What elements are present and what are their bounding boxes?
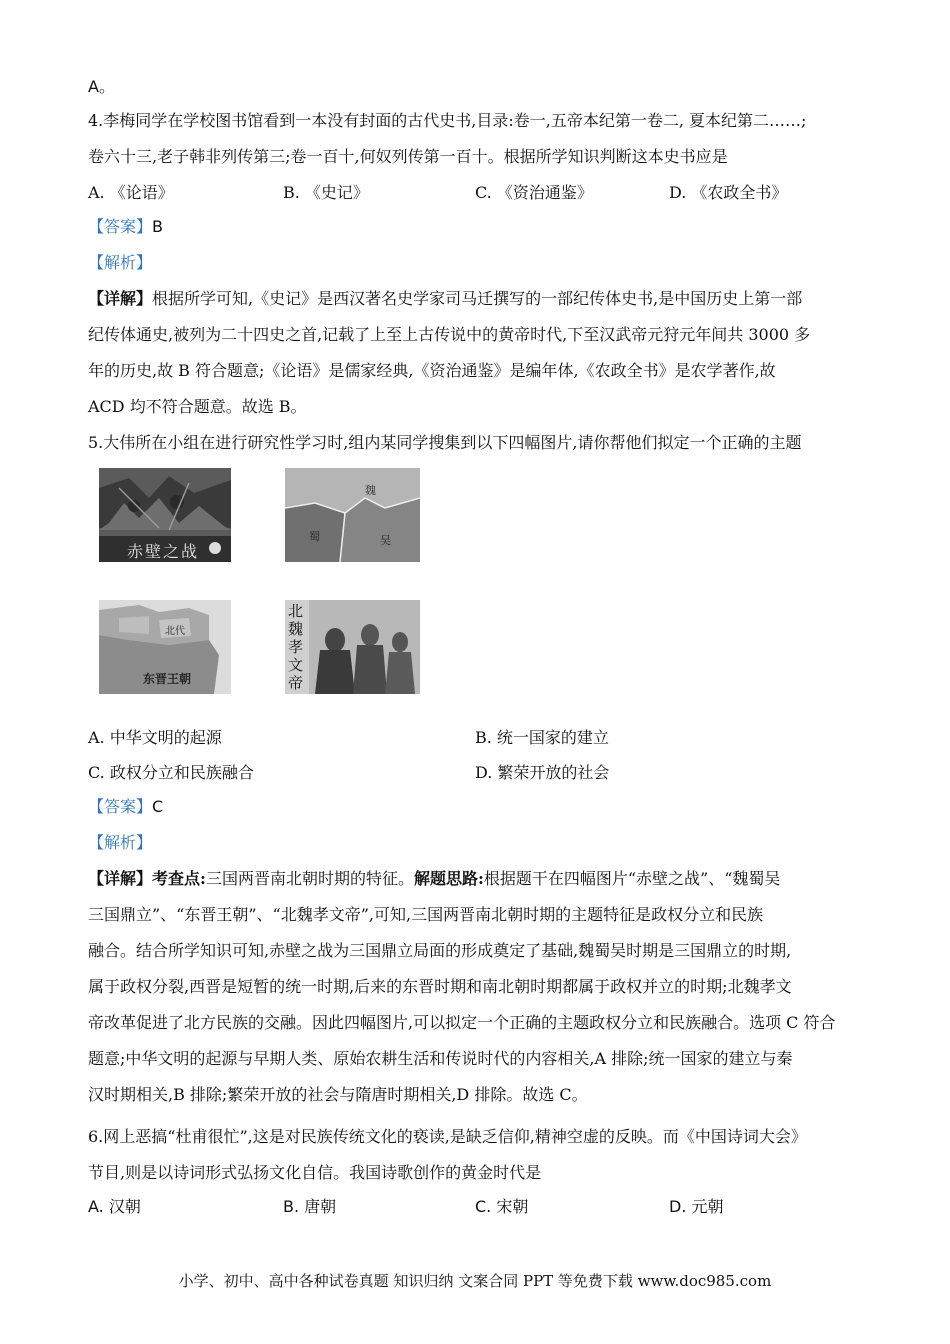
q4-detail-line3: 年的历史,故 B 符合题意;《论语》是儒家经典,《资治通鉴》是编年体,《农政全书》是农学著作,故 <box>88 361 776 380</box>
page-footer: 小学、初中、高中各种试卷真题 知识归纳 文案合同 PPT 等免费下载 www.doc985.com <box>178 1272 772 1290</box>
detail-tag: 【详解】 <box>88 869 153 888</box>
q6-stem-line1: 6.网上恶搞“杜甫很忙”,这是对民族传统文化的亵读,是缺乏信仰,精神空虚的反映。而《中国诗词大会》 <box>88 1127 807 1146</box>
answer-tag: 【答案】 <box>88 797 153 816</box>
q6-stem-line2: 节目,则是以诗词形式弘扬文化自信。我国诗歌创作的黄金时代是 <box>88 1163 542 1182</box>
xiaowen-caption: 北魏孝文帝 <box>288 602 304 692</box>
q5-detail-line4: 属于政权分裂,西晋是短暂的统一时期,后来的东晋时期和南北朝时期都属于政权并立的时期;北魏孝文 <box>88 977 792 996</box>
q5-detail-line5: 帝改革促进了北方民族的交融。因此四幅图片,可以拟定一个正确的主题政权分立和民族融合。选项 C 符合 <box>88 1013 836 1032</box>
q6-option-c: C. 宋朝 <box>475 1197 529 1216</box>
silu-text: 根据题干在四幅图片“赤壁之战”、“魏蜀吴 <box>483 869 781 888</box>
q4-analysis-tag: 【解析】 <box>88 253 153 272</box>
q4-detail-line2: 纪传体通史,被列为二十四史之首,记载了上至上古传说中的黄帝时代,下至汉武帝元狩元年间共 3000 多 <box>88 325 811 344</box>
q4-option-c: C. 《资治通鉴》 <box>475 183 593 202</box>
prev-answer-tail: A。 <box>88 77 115 96</box>
kaocha-text: 三国两晋南北朝时期的特征。 <box>205 869 414 888</box>
answer-tag: 【答案】 <box>88 217 153 236</box>
three-kingdoms-map-shape <box>285 468 420 562</box>
chibi-battle-image <box>99 468 231 562</box>
q5-option-d: D. 繁荣开放的社会 <box>475 763 610 782</box>
three-kingdoms-map <box>285 468 420 562</box>
q5-detail-line7: 汉时期相关,B 排除;繁荣开放的社会与隋唐时期相关,D 排除。故选 C。 <box>88 1085 588 1104</box>
label-shu: 蜀 <box>309 530 320 543</box>
q5-detail-line6: 题意;中华文明的起源与早期人类、原始农耕生活和传说时代的内容相关,A 排除;统一国家的建立与秦 <box>88 1049 793 1068</box>
q5-option-b: B. 统一国家的建立 <box>475 728 609 747</box>
q6-option-d: D. 元朝 <box>669 1197 724 1216</box>
q5-detail-line3: 融合。结合所学知识可知,赤壁之战为三国鼎立局面的形成奠定了基础,魏蜀吴时期是三国鼎立的时期, <box>88 941 792 960</box>
kaocha-label: 考查点: <box>152 869 206 888</box>
q6-option-a: A. 汉朝 <box>88 1197 141 1216</box>
chibi-number-badge <box>209 542 221 554</box>
label-north-dai: 北代 <box>165 626 185 637</box>
detail-tag: 【详解】 <box>88 289 153 308</box>
label-wei: 魏 <box>365 484 376 497</box>
q5-option-c: C. 政权分立和民族融合 <box>88 763 254 782</box>
q6-option-b: B. 唐朝 <box>283 1197 337 1216</box>
xiaowen-emperor-illustration <box>285 600 420 694</box>
eastern-jin-map <box>99 600 231 694</box>
q4-stem-line1: 4.李梅同学在学校图书馆看到一本没有封面的古代史书,目录:卷一,五帝本纪第一卷二, 夏本纪第二……; <box>88 111 807 130</box>
eastern-jin-caption: 东晋王朝 <box>143 672 192 686</box>
q4-option-a: A. 《论语》 <box>88 183 174 202</box>
silu-label: 解题思路: <box>413 869 484 888</box>
xiaowen-emperor-image <box>285 600 420 694</box>
q4-detail-line1 <box>88 288 802 310</box>
answer-value: B <box>152 217 163 236</box>
q5-stem: 5.大伟所在小组在进行研究性学习时,组内某同学搜集到以下四幅图片,请你帮他们拟定一个正确的主题 <box>88 433 802 452</box>
q5-option-a: A. 中华文明的起源 <box>88 728 222 747</box>
label-wu: 吴 <box>380 534 391 547</box>
detail-text: 根据所学可知,《史记》是西汉著名史学家司马迁撰写的一部纪传体史书,是中国历史上第一部 <box>152 289 803 308</box>
q5-detail-line1 <box>88 868 780 890</box>
q4-stem-line2: 卷六十三,老子韩非列传第三;卷一百十,何奴列传第一百十。根据所学知识判断这本史书应是 <box>88 147 728 166</box>
chibi-caption: 赤壁之战 <box>127 542 200 561</box>
answer-value: C <box>152 797 164 816</box>
q4-option-b: B. 《史记》 <box>283 183 369 202</box>
q5-answer <box>88 796 163 818</box>
q4-answer <box>88 216 163 238</box>
q4-detail-line4: ACD 均不符合题意。故选 B。 <box>88 397 307 416</box>
q4-option-d: D. 《农政全书》 <box>669 183 788 202</box>
q5-detail-line2: 三国鼎立”、“东晋王朝”、“北魏孝文帝”,可知,三国两晋南北朝时期的主题特征是政权分立和民族 <box>88 905 764 924</box>
q5-analysis-tag: 【解析】 <box>88 833 153 852</box>
